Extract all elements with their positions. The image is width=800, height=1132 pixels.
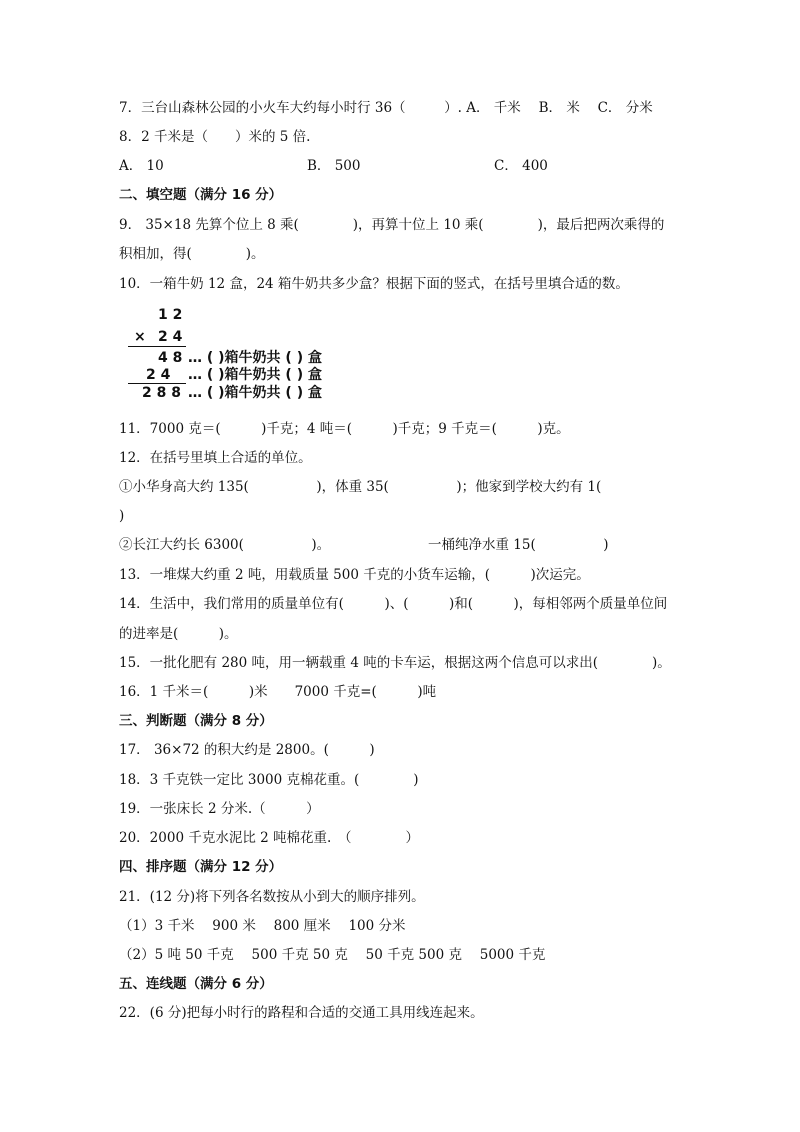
section-heading-fill-in: 二、填空题（满分 16 分） (119, 187, 283, 203)
question-14-line-1: 14．生活中，我们常用的质量单位有( )、( )和( )，每相邻两个质量单位间 (119, 596, 668, 612)
calc-row-product: 2 8 8 (142, 385, 181, 401)
question-14-line-2: 的进率是( )。 (119, 626, 238, 642)
question-21-item-2: （2）5 吨 50 千克 500 千克 50 克 50 千克 500 克 5000 千克 (119, 947, 546, 963)
calc-note-1: … ( )箱牛奶共 ( ) 盒 (188, 350, 322, 366)
question-7 (119, 99, 653, 117)
question-12-line-1-end: ) (119, 508, 125, 524)
question-7-blank (406, 100, 445, 116)
vertical-multiplication (124, 306, 384, 406)
section-heading-matching: 五、连线题（满分 6 分） (119, 976, 273, 992)
calc-row-partial-1: 4 8 (158, 350, 183, 366)
question-20: 20．2000 千克水泥比 2 吨棉花重. （ ） (119, 830, 420, 846)
calc-note-2: … ( )箱牛奶共 ( ) 盒 (188, 367, 322, 383)
question-9-line-1: 9． 35×18 先算个位上 8 乘( )，再算十位上 10 乘( )，最后把两次乘得的 (119, 217, 665, 233)
question-12-line-2b: 一桶纯净水重 15( ) (428, 537, 609, 553)
question-7-text: 7．三台山森林公园的小火车大约每小时行 36（ (119, 100, 406, 116)
calc-row-partial-2: 2 4 (146, 367, 171, 383)
question-11: 11．7000 克＝( )千克；4 吨＝( )千克；9 千克＝( )克。 (119, 421, 570, 437)
calc-rule-1 (128, 346, 186, 347)
question-21-item-1: （1）3 千米 900 米 800 厘米 100 分米 (119, 918, 406, 934)
question-16: 16．1 千米＝( )米 7000 千克=( )吨 (119, 684, 437, 700)
question-21-text: 21．(12 分)将下列各名数按从小到大的顺序排列。 (119, 889, 425, 905)
question-13: 13．一堆煤大约重 2 吨，用载质量 500 千克的小货车运输，( )次运完。 (119, 567, 590, 583)
question-8-option-c: C． 400 (494, 158, 548, 174)
section-heading-ordering: 四、排序题（满分 12 分） (119, 859, 283, 875)
question-19: 19．一张床长 2 分米.（ ） (119, 801, 320, 817)
question-12-line-1: ①小华身高大约 135( )，体重 35( )；他家到学校大约有 1( (119, 479, 602, 495)
calc-row-multiplicand: 1 2 (158, 307, 183, 323)
question-9-line-2: 积相加，得( )。 (119, 246, 265, 262)
calc-note-3: … ( )箱牛奶共 ( ) 盒 (188, 385, 322, 401)
question-8-option-a: A． 10 (119, 158, 164, 174)
question-10-text: 10．一箱牛奶 12 盒，24 箱牛奶共多少盒？根据下面的竖式，在括号里填合适的数。 (119, 276, 629, 292)
section-heading-judgement: 三、判断题（满分 8 分） (119, 713, 273, 729)
calc-multiply-sign: × (134, 329, 146, 345)
question-8-option-b: B． 500 (307, 158, 361, 174)
question-8-text: 8．2 千米是（ ）米的 5 倍. (119, 129, 311, 145)
question-12-line-2a: ②长江大约长 6300( )。 (119, 537, 331, 553)
question-15: 15．一批化肥有 280 吨，用一辆载重 4 吨的卡车运，根据这两个信息可以求出( )。 (119, 655, 671, 671)
question-22: 22．(6 分)把每小时行的路程和合适的交通工具用线连起来。 (119, 1005, 484, 1021)
question-12-text: 12．在括号里填上合适的单位。 (119, 450, 312, 466)
question-7-options: ）. A． 千米 B． 米 C． 分米 (444, 100, 653, 116)
question-18: 18．3 千克铁一定比 3000 克棉花重。( ) (119, 772, 419, 788)
question-17: 17． 36×72 的积大约是 2800。( ) (119, 742, 375, 758)
calc-row-multiplier: 2 4 (158, 329, 183, 345)
